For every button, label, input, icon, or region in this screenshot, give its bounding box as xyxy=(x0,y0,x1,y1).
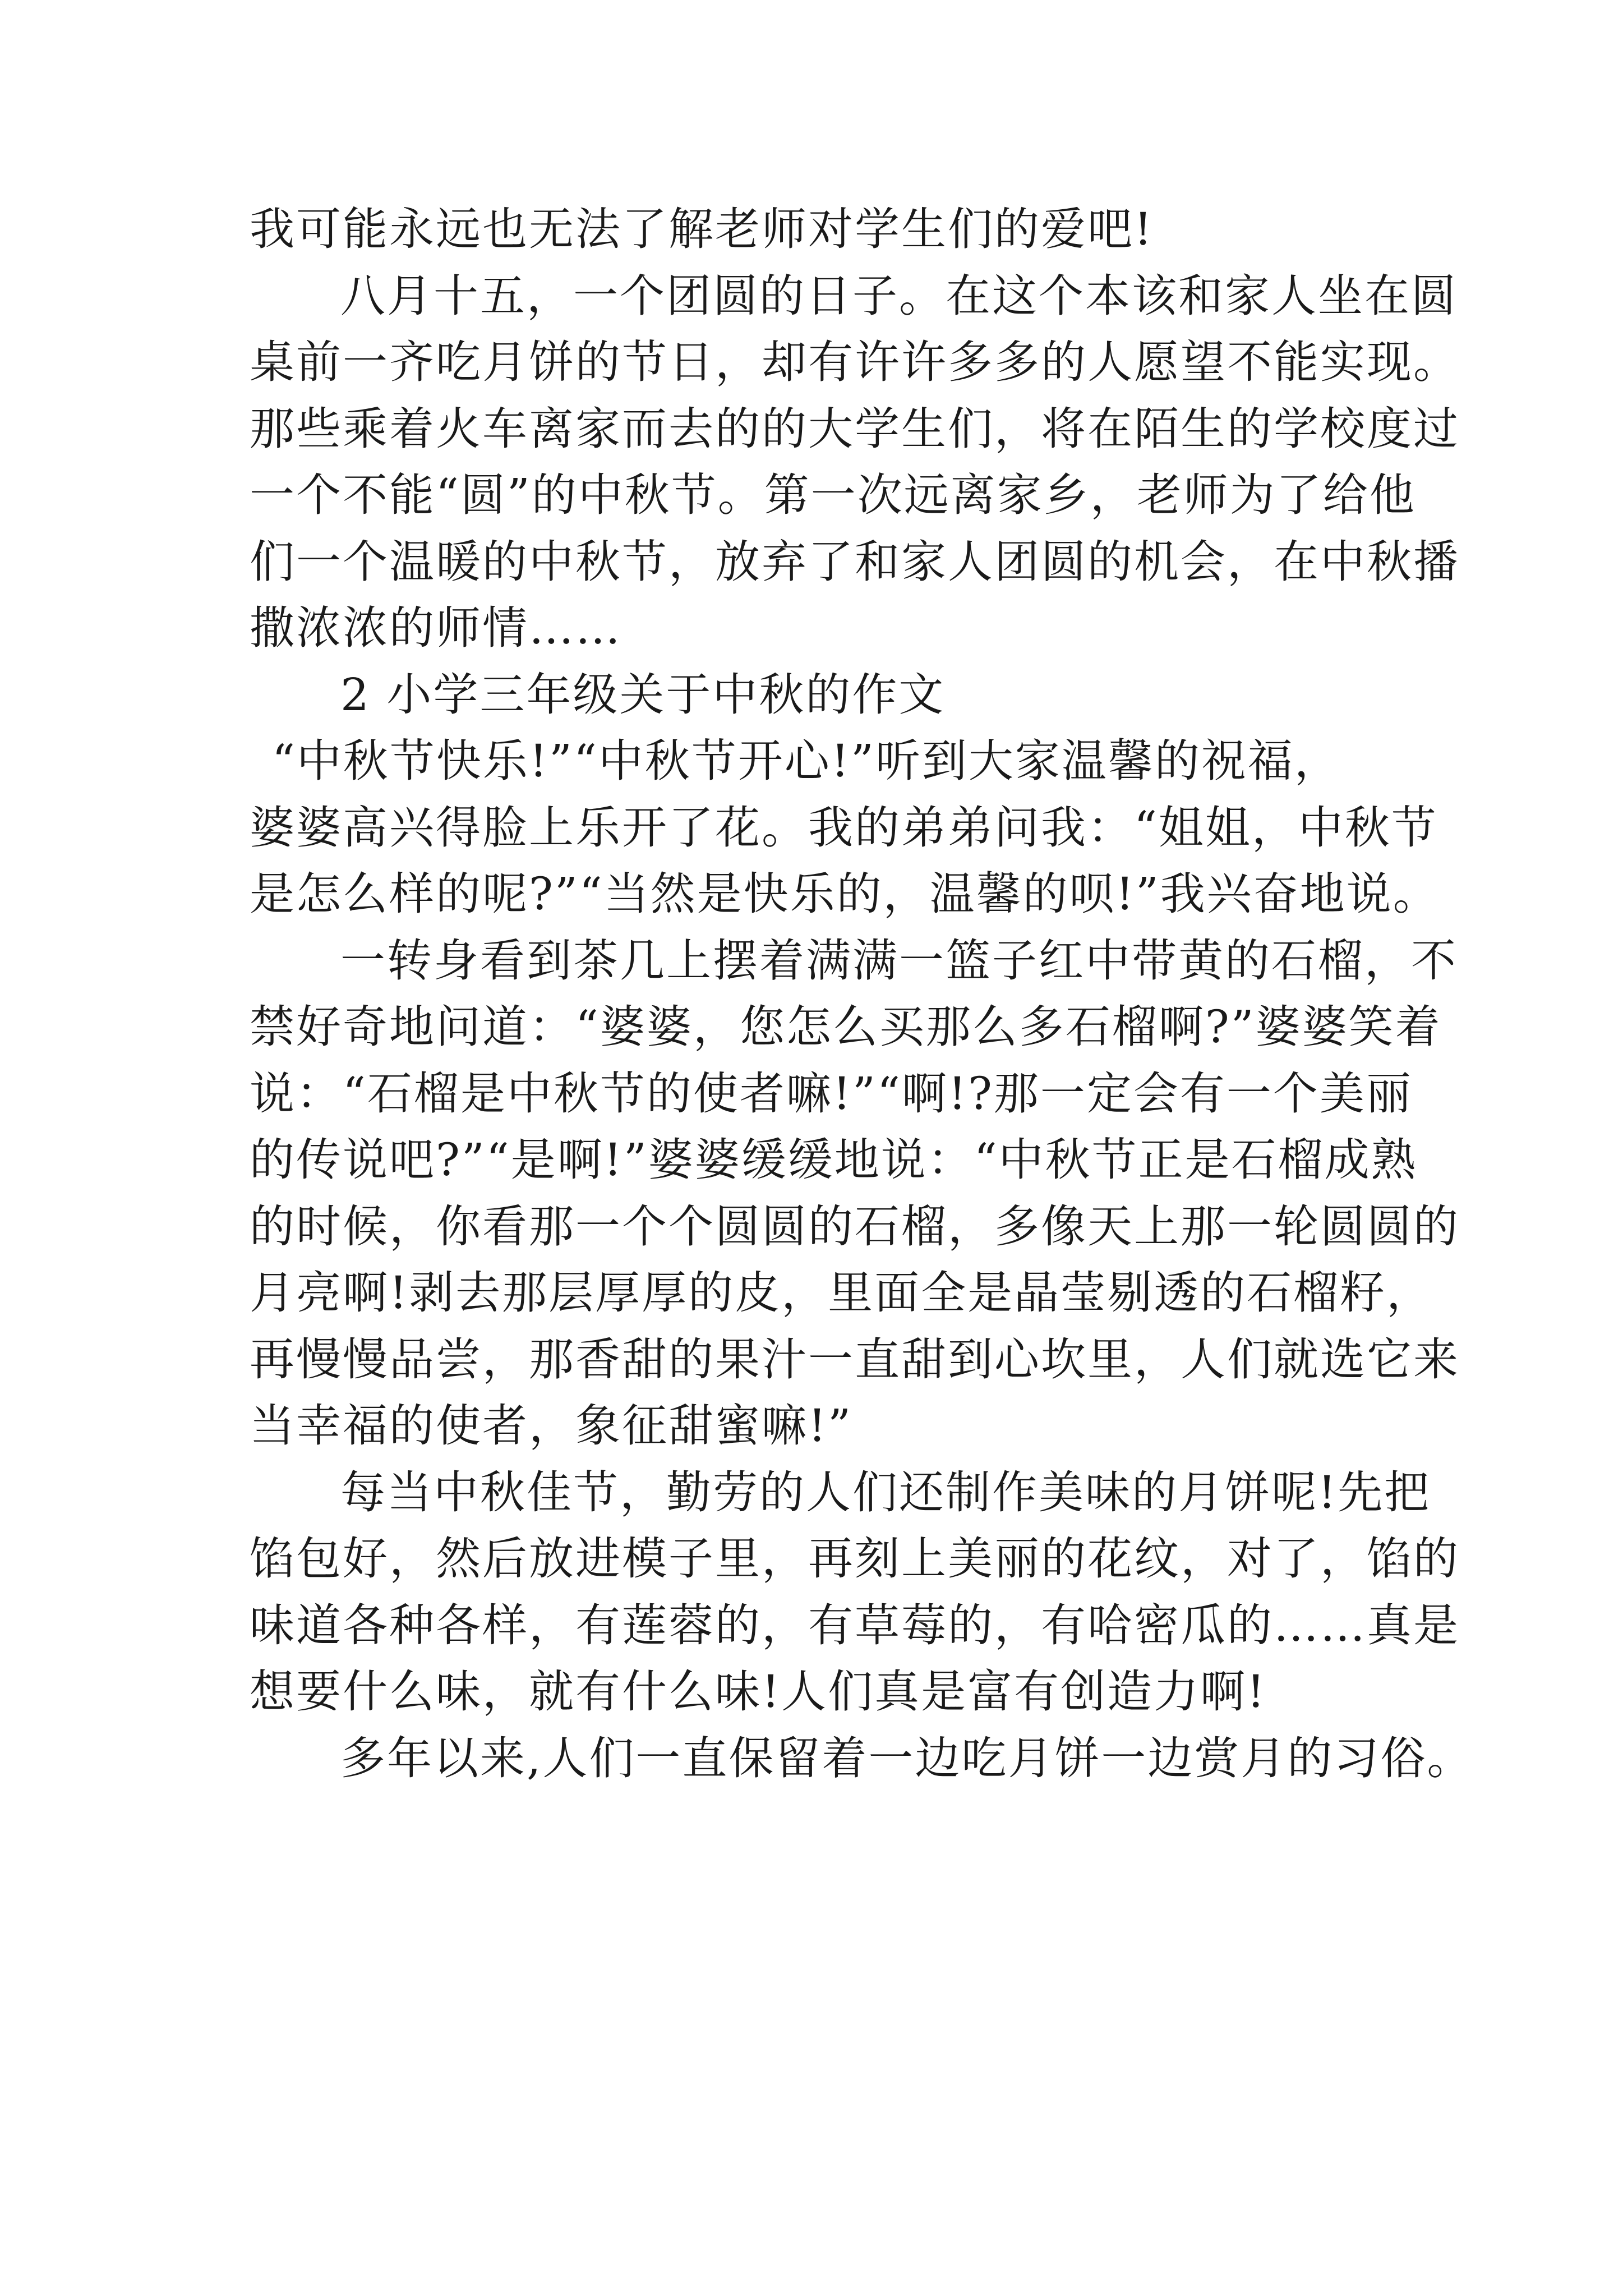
text-line: 馅包好，然后放进模子里，再刻上美丽的花纹，对了，馅的 xyxy=(250,1533,1460,1585)
text-line: 当幸福的使者，象征甜蜜嘛!” xyxy=(250,1400,853,1452)
text-line: 是怎么样的呢?”“当然是快乐的，温馨的呗!”我兴奋地说。 xyxy=(250,868,1440,920)
text-line: 桌前一齐吃月饼的节日，却有许许多多的人愿望不能实现。 xyxy=(250,336,1460,388)
text-line: 月亮啊!剥去那层厚厚的皮，里面全是晶莹剔透的石榴籽， xyxy=(250,1267,1433,1319)
text-line: 禁好奇地问道：“婆婆，您怎么买那么多石榴啊?”婆婆笑着 xyxy=(250,1001,1442,1053)
essay-text xyxy=(250,196,1474,1792)
text-line: 多年以来,人们一直保留着一边吃月饼一边赏月的习俗。 xyxy=(340,1732,1474,1784)
text-line: 说：“石榴是中秋节的使者嘛!”“啊!?那一定会有一个美丽 xyxy=(250,1067,1413,1120)
text-line: 再慢慢品尝，那香甜的果汁一直甜到心坎里，人们就选它来 xyxy=(250,1333,1460,1386)
text-line: 一个不能“圆”的中秋节。第一次远离家乡，老师为了给他 xyxy=(250,469,1416,521)
text-line: 一转身看到茶几上摆着满满一篮子红中带黄的石榴，不 xyxy=(340,934,1458,987)
text-line: 那些乘着火车离家而去的的大学生们，将在陌生的学校度过 xyxy=(250,402,1460,455)
text-line: “中秋节快乐!”“中秋节开心!”听到大家温馨的祝福， xyxy=(272,735,1341,787)
text-line: 每当中秋佳节，勤劳的人们还制作美味的月饼呢!先把 xyxy=(340,1466,1431,1519)
text-line: 味道各种各样，有莲蓉的，有草莓的，有哈密瓜的……真是 xyxy=(250,1599,1460,1651)
text-line: 的传说吧?”“是啊!”婆婆缓缓地说：“中秋节正是石榴成熟 xyxy=(250,1134,1418,1186)
text-line: 的时候，你看那一个个圆圆的石榴，多像天上那一轮圆圆的 xyxy=(250,1200,1460,1253)
text-line: 撒浓浓的师情…… xyxy=(250,602,622,654)
text-line: 八月十五，一个团圆的日子。在这个本该和家人坐在圆 xyxy=(340,269,1458,322)
text-line: 婆婆高兴得脸上乐开了花。我的弟弟问我：“姐姐，中秋节 xyxy=(250,801,1438,854)
text-line: 想要什么味，就有什么味!人们真是富有创造力啊! xyxy=(250,1665,1267,1718)
text-line: 我可能永远也无法了解老师对学生们的爱吧! xyxy=(250,203,1154,255)
section-heading: 2 小学三年级关于中秋的作文 xyxy=(340,668,946,721)
text-line: 们一个温暖的中秋节，放弃了和家人团圆的机会，在中秋播 xyxy=(250,535,1460,588)
